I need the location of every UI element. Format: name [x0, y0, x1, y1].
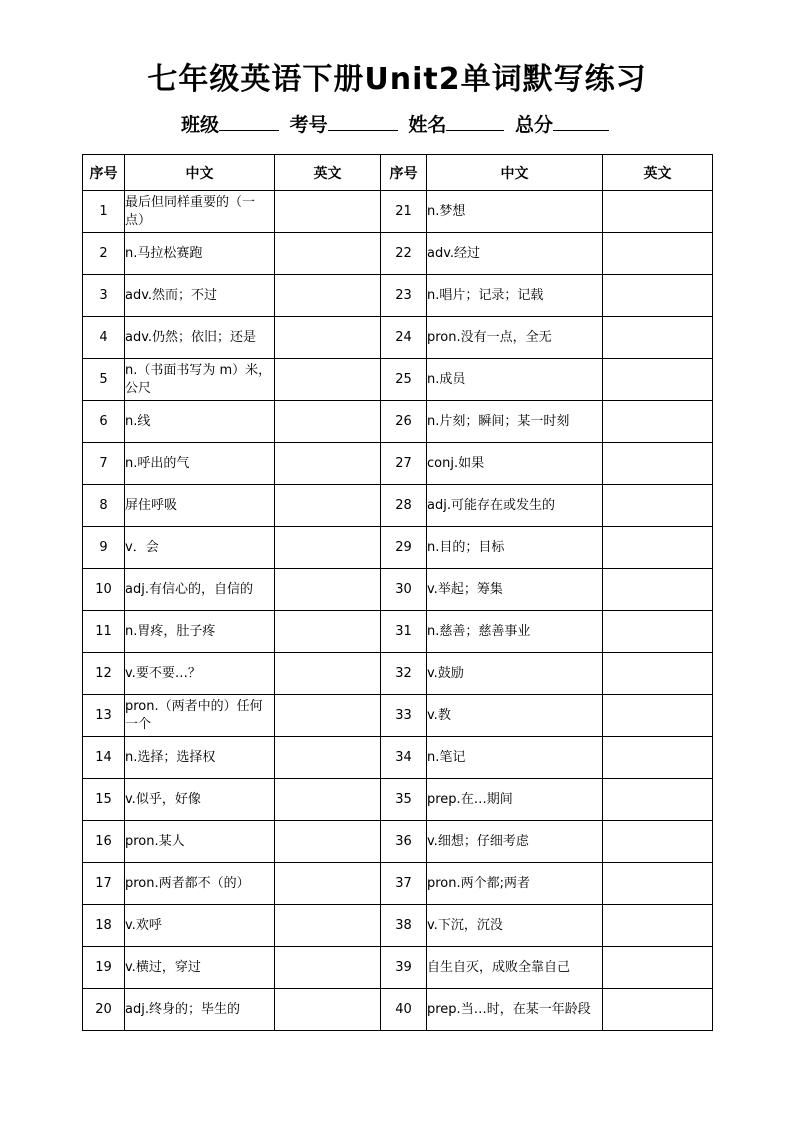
- table-row: [83, 947, 713, 989]
- left-number: 11: [83, 611, 125, 653]
- right-english-answer[interactable]: [603, 737, 713, 779]
- header-en-left: 英文: [275, 155, 381, 191]
- right-english-answer[interactable]: [603, 569, 713, 611]
- right-english-answer[interactable]: [603, 905, 713, 947]
- right-english-answer[interactable]: [603, 653, 713, 695]
- left-number: 9: [83, 527, 125, 569]
- table-row: [83, 233, 713, 275]
- right-number: 39: [381, 947, 427, 989]
- vocabulary-body: [83, 191, 713, 1031]
- table-row: [83, 359, 713, 401]
- left-english-answer[interactable]: [275, 317, 381, 359]
- header-num-right: 序号: [381, 155, 427, 191]
- left-english-answer[interactable]: [275, 275, 381, 317]
- left-chinese: 屏住呼吸: [125, 485, 275, 527]
- right-number: 26: [381, 401, 427, 443]
- left-english-answer[interactable]: [275, 821, 381, 863]
- left-english-answer[interactable]: [275, 695, 381, 737]
- left-number: 18: [83, 905, 125, 947]
- table-row: [83, 695, 713, 737]
- left-chinese: adv.然而；不过: [125, 275, 275, 317]
- name-blank[interactable]: [446, 110, 504, 131]
- right-chinese: adj.可能存在或发生的: [427, 485, 603, 527]
- left-english-answer[interactable]: [275, 779, 381, 821]
- left-english-answer[interactable]: [275, 527, 381, 569]
- right-number: 35: [381, 779, 427, 821]
- table-row: [83, 821, 713, 863]
- right-number: 21: [381, 191, 427, 233]
- left-number: 13: [83, 695, 125, 737]
- right-number: 37: [381, 863, 427, 905]
- exam-no-label: 考号: [289, 114, 328, 136]
- left-chinese: 最后但同样重要的（一 点）: [125, 191, 275, 233]
- left-chinese: adj.终身的；毕生的: [125, 989, 275, 1031]
- left-english-answer[interactable]: [275, 737, 381, 779]
- left-number: 19: [83, 947, 125, 989]
- table-row: [83, 863, 713, 905]
- right-chinese: pron.没有一点，全无: [427, 317, 603, 359]
- right-english-answer[interactable]: [603, 359, 713, 401]
- right-number: 23: [381, 275, 427, 317]
- right-number: 32: [381, 653, 427, 695]
- left-chinese: adj.有信心的，自信的: [125, 569, 275, 611]
- right-number: 40: [381, 989, 427, 1031]
- right-chinese: v.细想；仔细考虑: [427, 821, 603, 863]
- right-english-answer[interactable]: [603, 191, 713, 233]
- table-row: [83, 989, 713, 1031]
- left-number: 8: [83, 485, 125, 527]
- left-number: 14: [83, 737, 125, 779]
- right-number: 22: [381, 233, 427, 275]
- vocabulary-table: [82, 154, 713, 1031]
- right-number: 38: [381, 905, 427, 947]
- table-row: [83, 905, 713, 947]
- right-english-answer[interactable]: [603, 947, 713, 989]
- name-label: 姓名: [408, 114, 447, 136]
- header-cn-left: 中文: [125, 155, 275, 191]
- left-english-answer[interactable]: [275, 191, 381, 233]
- table-row: [83, 527, 713, 569]
- left-english-answer[interactable]: [275, 443, 381, 485]
- right-english-answer[interactable]: [603, 821, 713, 863]
- right-english-answer[interactable]: [603, 779, 713, 821]
- left-english-answer[interactable]: [275, 569, 381, 611]
- right-english-answer[interactable]: [603, 863, 713, 905]
- left-english-answer[interactable]: [275, 989, 381, 1031]
- exam-no-blank[interactable]: [328, 110, 398, 131]
- right-chinese: pron.两个都;两者: [427, 863, 603, 905]
- header-cn-right: 中文: [427, 155, 603, 191]
- table-row: [83, 569, 713, 611]
- left-english-answer[interactable]: [275, 233, 381, 275]
- left-number: 12: [83, 653, 125, 695]
- header-en-right: 英文: [603, 155, 713, 191]
- header-num-left: 序号: [83, 155, 125, 191]
- right-chinese: v.下沉，沉没: [427, 905, 603, 947]
- score-label: 总分: [514, 114, 553, 136]
- table-row: [83, 443, 713, 485]
- right-chinese: n.唱片；记录；记载: [427, 275, 603, 317]
- right-number: 25: [381, 359, 427, 401]
- right-number: 31: [381, 611, 427, 653]
- student-info-line: [0, 110, 794, 139]
- score-blank[interactable]: [553, 110, 609, 131]
- table-row: [83, 779, 713, 821]
- left-number: 7: [83, 443, 125, 485]
- left-english-answer[interactable]: [275, 359, 381, 401]
- right-english-answer[interactable]: [603, 611, 713, 653]
- right-chinese: v.教: [427, 695, 603, 737]
- left-chinese: n.选择；选择权: [125, 737, 275, 779]
- left-chinese: n.线: [125, 401, 275, 443]
- table-header-row: [83, 155, 713, 191]
- left-chinese: v.要不要…？: [125, 653, 275, 695]
- left-number: 16: [83, 821, 125, 863]
- right-chinese: 自生自灭，成败全靠自己: [427, 947, 603, 989]
- right-number: 29: [381, 527, 427, 569]
- left-chinese: n.马拉松赛跑: [125, 233, 275, 275]
- right-english-answer[interactable]: [603, 443, 713, 485]
- right-chinese: n.梦想: [427, 191, 603, 233]
- left-number: 20: [83, 989, 125, 1031]
- left-number: 6: [83, 401, 125, 443]
- left-chinese: v.横过，穿过: [125, 947, 275, 989]
- left-english-answer[interactable]: [275, 401, 381, 443]
- right-english-answer[interactable]: [603, 233, 713, 275]
- right-chinese: n.慈善；慈善事业: [427, 611, 603, 653]
- left-number: 3: [83, 275, 125, 317]
- right-chinese: adv.经过: [427, 233, 603, 275]
- left-chinese: pron.某人: [125, 821, 275, 863]
- right-number: 36: [381, 821, 427, 863]
- table-row: [83, 401, 713, 443]
- left-number: 15: [83, 779, 125, 821]
- right-number: 27: [381, 443, 427, 485]
- right-chinese: n.成员: [427, 359, 603, 401]
- right-number: 30: [381, 569, 427, 611]
- right-english-answer[interactable]: [603, 275, 713, 317]
- left-chinese: pron.两者都不（的）: [125, 863, 275, 905]
- right-chinese: n.片刻；瞬间；某一时刻: [427, 401, 603, 443]
- right-chinese: conj.如果: [427, 443, 603, 485]
- right-english-answer[interactable]: [603, 317, 713, 359]
- right-number: 34: [381, 737, 427, 779]
- worksheet-title: 七年级英语下册Unit2单词默写练习: [147, 62, 647, 97]
- right-number: 24: [381, 317, 427, 359]
- table-row: [83, 737, 713, 779]
- right-english-answer[interactable]: [603, 527, 713, 569]
- left-chinese: v.欢呼: [125, 905, 275, 947]
- table-row: [83, 317, 713, 359]
- left-chinese: pron.（两者中的）任何一个: [125, 695, 275, 737]
- table-row: [83, 653, 713, 695]
- right-english-answer[interactable]: [603, 989, 713, 1031]
- right-chinese: v.举起；筹集: [427, 569, 603, 611]
- table-row: [83, 191, 713, 233]
- right-english-answer[interactable]: [603, 485, 713, 527]
- left-english-answer[interactable]: [275, 863, 381, 905]
- table-row: [83, 611, 713, 653]
- right-english-answer[interactable]: [603, 695, 713, 737]
- left-number: 2: [83, 233, 125, 275]
- left-chinese: v.似乎，好像: [125, 779, 275, 821]
- left-chinese: n.呼出的气: [125, 443, 275, 485]
- left-chinese: n.胃疼，肚子疼: [125, 611, 275, 653]
- left-english-answer[interactable]: [275, 905, 381, 947]
- left-english-answer[interactable]: [275, 653, 381, 695]
- class-blank[interactable]: [219, 110, 279, 131]
- left-number: 1: [83, 191, 125, 233]
- left-english-answer[interactable]: [275, 611, 381, 653]
- left-number: 10: [83, 569, 125, 611]
- table-row: [83, 275, 713, 317]
- class-label: 班级: [181, 114, 220, 136]
- right-chinese: n.目的；目标: [427, 527, 603, 569]
- left-english-answer[interactable]: [275, 485, 381, 527]
- left-chinese: n.（书面书写为 m）米，公尺: [125, 359, 275, 401]
- right-chinese: v.鼓励: [427, 653, 603, 695]
- right-chinese: prep.在…期间: [427, 779, 603, 821]
- right-chinese: n.笔记: [427, 737, 603, 779]
- right-english-answer[interactable]: [603, 401, 713, 443]
- left-english-answer[interactable]: [275, 947, 381, 989]
- right-number: 33: [381, 695, 427, 737]
- left-number: 4: [83, 317, 125, 359]
- right-number: 28: [381, 485, 427, 527]
- right-chinese: prep.当…时，在某一年龄段: [427, 989, 603, 1031]
- left-chinese: adv.仍然；依旧；还是: [125, 317, 275, 359]
- left-chinese: v．会: [125, 527, 275, 569]
- table-row: [83, 485, 713, 527]
- left-number: 17: [83, 863, 125, 905]
- left-number: 5: [83, 359, 125, 401]
